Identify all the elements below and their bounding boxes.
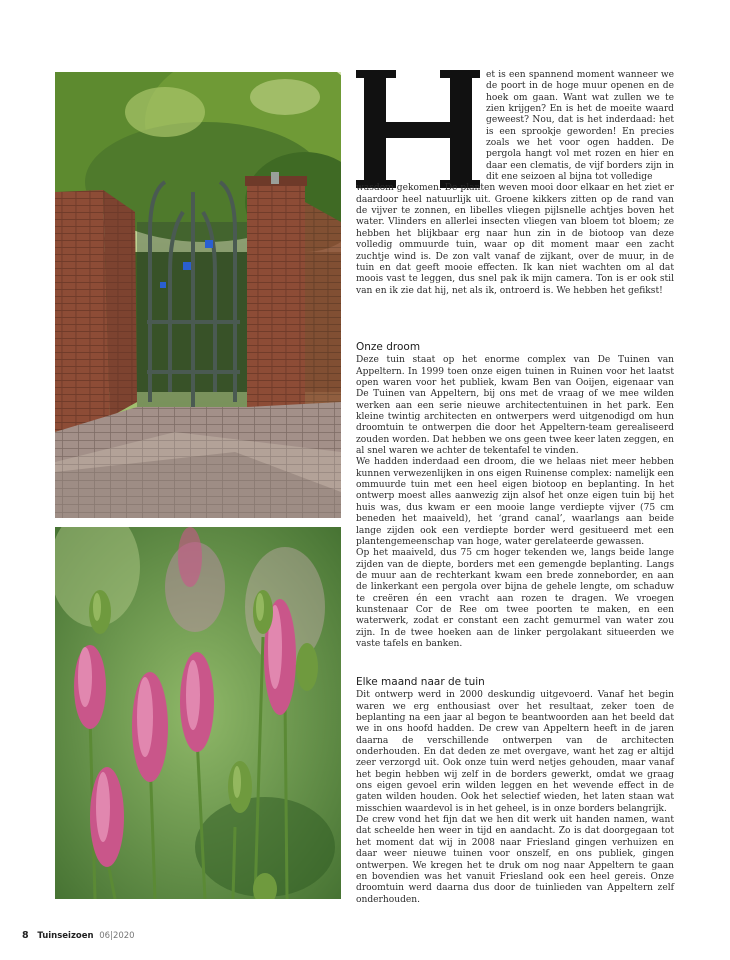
page-number: 8	[22, 930, 29, 941]
bistort-flowers-photo	[55, 527, 341, 899]
body-paragraph: We hadden inderdaad een droom, die we helaas niet meer hebben kunnen verwezenlijken in ons eigen Ruinense complex: namelijk een ommuurde tuin met een heel eigen biotoop en beplanting. In het ontwerp moest alles aanwezig zijn alsof het onze eigen tuin bij het huis was, dus kwam er een mooie lange verdiepte vijver (75 cm beneden het maaiveld), het ‘grand canal’, waarlangs aan beide lange zijden ook een verdiepte border werd gesitueerd met een plantengemeenschap van hoge, water gerelateerde gewassen.	[356, 457, 674, 547]
body-paragraph: Op het maaiveld, dus 75 cm hoger tekenden we, langs beide lange zijden van de diepte, borders met een gemengde beplanting. Langs de muur aan de rechterkant kwam een brede zonneborder, en aan de linkerkant een pergola over bijna de gehele lengte, om schaduw te creëren én een vracht aan rozen te dragen. We vroegen kunstenaar Cor de Ree om twee poorten te maken, en een waterwerk, zodat er constant een zacht gemurmel van water zou zijn. In de twee hoeken aan de linker pergolakant situeerden we vaste tafels en banken.	[356, 548, 674, 649]
garden-gate-photo	[55, 72, 341, 518]
section-heading-onze-droom: Onze droom	[356, 341, 421, 353]
body-paragraph: Dit ontwerp werd in 2000 deskundig uitgevoerd. Vanaf het begin waren we erg enthousiast over het resultaat, zeker toen de beplanting na een jaar al begon te beantwoorden aan het beeld dat we in ons hoofd hadden. De crew van Appeltern heeft in de jaren daarna de verschillende ontwerpen van de architecten onderhouden. En dat deden ze met overgave, want het zag er altijd zeer verzorgd uit. Ook onze tuin werd netjes gehouden, maar vanaf het begin hebben wij zelf in de borders gewerkt, omdat we graag ons eigen gevoel erin wilden leggen en het wevende effect in de gaten wilden houden. Ook het selectief wieden, het laten staan wat misschien waardevol is in het geheel, is in onze borders belangrijk.	[356, 690, 674, 814]
article-intro	[356, 70, 674, 297]
svg-text:H: H	[356, 64, 357, 65]
body-paragraph: Deze tuin staat op het enorme complex van De Tuinen van Appeltern. In 1999 toen onze eigen tuinen in Ruinen voor het laatst open waren voor het publiek, kwam Ben van Ooijen, eigenaar van De Tuinen van Appeltern, bij ons met de vraag of we mee wilden werken aan een serie nieuwe architectentuinen in het park. Een kleine twintig architecten en ontwerpers werd uitgenodigd om hun droomtuin te ontwerpen die door het Appeltern-team gerealiseerd zouden worden. Dat hebben we ons geen twee keer laten zeggen, en al snel waren we achter de tekentafel te vinden.	[356, 355, 674, 457]
magazine-name: Tuinseizoen	[37, 931, 94, 941]
page-footer	[22, 930, 135, 941]
intro-paragraph-tail: wasdom gekomen. De planten weven mooi door elkaar en het ziet er daardoor heel natuurlijk uit. Groene kikkers zitten op de rand van de vijver te zonnen, en libelles vliegen pijlsnelle achtjes boven het water. Vlinders en allerlei insecten vliegen van bloem tot bloem; ze hebben het blijkbaar erg naar hun zin in de biotoop van deze volledig ommuurde tuin, waar op dit moment maar een zacht zuchtje wind is. De zon valt vanaf de zijkant, over de muur, in de tuin en dat geeft mooie effecten. Ik kan niet wachten om al dat moois vast te leggen, dus snel pak ik mijn camera. Ton is er ook stil van en ik zie dat hij, net als ik, ontroerd is. We hebben het gefikst!	[356, 183, 674, 296]
section-heading-elke-maand: Elke maand naar de tuin	[356, 676, 485, 688]
issue-number: 06|2020	[99, 931, 135, 941]
section-onze-droom	[356, 328, 674, 650]
intro-paragraph-head: et is een spannend moment wanneer we de poort in de hoge muur openen en de hoek om gaan. Want wat zullen we te zien krijgen? En is het de moeite waard geweest? Nou, dat is het inderdaad: het is een sprookje geworden! En precies zoals we het voor ogen hadden. De pergola hangt vol met rozen en hier en daar een clematis, de vijf borders zijn in dit ene seizoen al bijna tot volledige	[486, 70, 674, 183]
body-paragraph: De crew vond het fijn dat we hen dit werk uit handen namen, want dat scheelde hen weer in tijd en aandacht. Zo is dat doorgegaan tot het moment dat wij in 2008 naar Friesland gingen verhuizen en daar weer nieuwe tuinen voor onszelf, en ons publiek, gingen ontwerpen. We kregen het te druk om nog naar Appeltern te gaan en bovendien was het vanuit Friesland ook een heel gereis. Onze droomtuin werd daarna dus door de tuinlieden van Appeltern zelf onderhouden.	[356, 815, 674, 905]
section-elke-maand	[356, 663, 674, 906]
